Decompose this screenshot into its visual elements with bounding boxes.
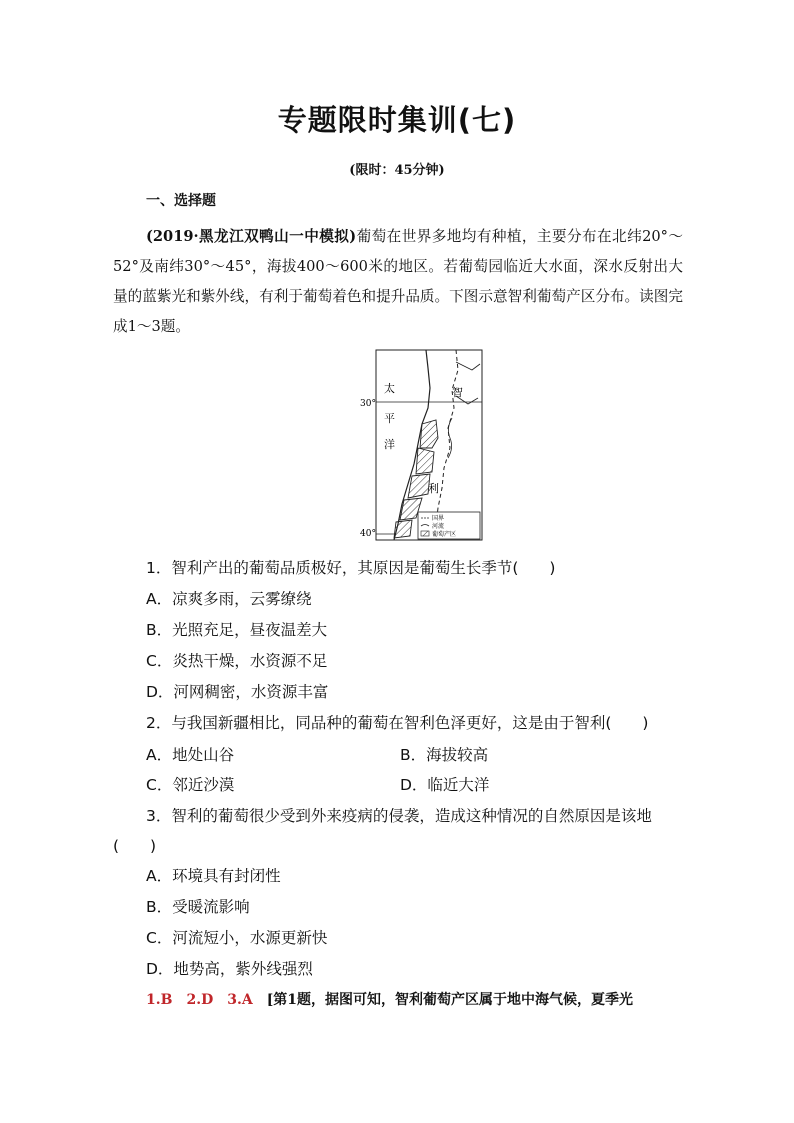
question-3-option-a: A．环境具有封闭性 xyxy=(146,867,281,885)
page-title: 专题限时集训(七) xyxy=(277,103,517,137)
answer-line xyxy=(146,989,686,1009)
lat-label-bottom: 40° xyxy=(360,529,376,539)
question-2-option-b: B．海拔较高 xyxy=(400,746,489,764)
question-3-stem-bracket: ( ) xyxy=(113,837,157,855)
chile-grape-map xyxy=(356,348,486,543)
legend-label-grape: 葡萄产区 xyxy=(432,531,457,538)
answer-explanation: [第1题，据图可知，智利葡萄产区属于地中海气候，夏季光 xyxy=(266,992,634,1008)
country-char-2: 利 xyxy=(428,482,439,495)
section-heading: 一、选择题 xyxy=(146,193,216,209)
question-3-option-d: D．地势高，紫外线强烈 xyxy=(146,960,313,978)
question-1-option-c: C．炎热干燥，水资源不足 xyxy=(146,652,328,670)
question-2-option-d: D．临近大洋 xyxy=(400,776,490,794)
river xyxy=(448,418,452,458)
question-2-option-a: A．地处山谷 xyxy=(146,746,235,764)
intro-source: (2019·黑龙江双鸭山一中模拟) xyxy=(146,228,357,245)
intro-text: 葡萄在世界多地均有种植，主要分布在北纬20°～52°及南纬30°～45°，海拔400～600米的地区。若葡萄园临近大水面，深水反射出大量的蓝紫光和紫外线，有利于葡萄着色和提升品质。下图示意智利葡萄产区分布。读图完成1～3题。 xyxy=(113,228,684,335)
answer-keys: 1.B 2.D 3.A xyxy=(146,992,253,1008)
grape-region-5 xyxy=(394,520,412,538)
question-3-option-c: C．河流短小，水源更新快 xyxy=(146,929,328,947)
time-limit: (限时：45分钟) xyxy=(349,163,445,178)
question-1-stem: 1．智利产出的葡萄品质极好，其原因是葡萄生长季节( ) xyxy=(146,559,556,577)
ocean-char-3: 洋 xyxy=(384,438,395,451)
legend-grape-symbol xyxy=(421,531,429,536)
question-3-option-b: B．受暖流影响 xyxy=(146,898,250,916)
map-svg xyxy=(356,348,486,543)
grape-region-2 xyxy=(416,448,434,474)
legend-label-river: 河流 xyxy=(432,523,445,530)
grape-region-1 xyxy=(420,420,438,448)
intro-paragraph xyxy=(113,222,683,342)
lat-label-top: 30° xyxy=(360,399,376,409)
border-detail xyxy=(456,362,480,370)
grape-region-3 xyxy=(408,474,430,498)
question-2-option-c: C．邻近沙漠 xyxy=(146,776,235,794)
country-char-1: 智 xyxy=(452,386,463,399)
question-1-option-a: A．凉爽多雨，云雾缭绕 xyxy=(146,590,312,608)
question-3-stem: 3．智利的葡萄很少受到外来疫病的侵袭，造成这种情况的自然原因是该地 xyxy=(146,807,652,825)
legend-label-border: 国界 xyxy=(432,515,445,522)
question-2-stem: 2．与我国新疆相比，同品种的葡萄在智利色泽更好，这是由于智利( ) xyxy=(146,714,649,732)
ocean-char-1: 太 xyxy=(384,382,395,395)
question-1-option-b: B．光照充足，昼夜温差大 xyxy=(146,621,328,639)
question-1-option-d: D．河网稠密，水资源丰富 xyxy=(146,683,329,701)
national-border xyxy=(436,350,458,524)
ocean-char-2: 平 xyxy=(384,412,395,425)
